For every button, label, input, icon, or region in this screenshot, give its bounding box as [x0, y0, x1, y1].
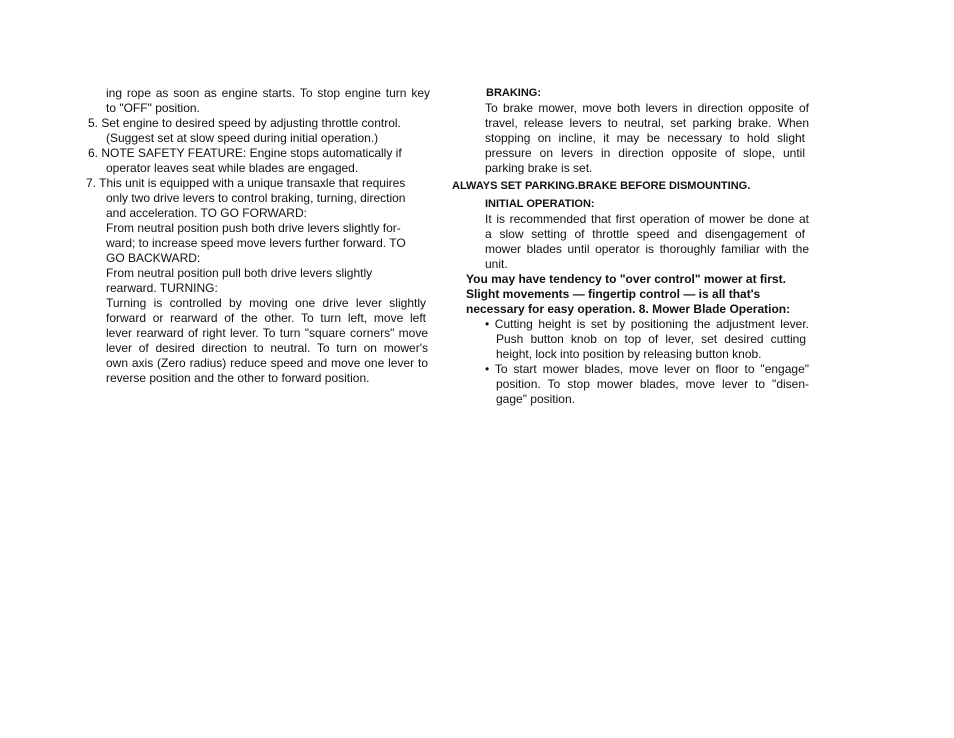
text-line: parking brake is set.: [485, 161, 593, 175]
text-line: pressure on levers in direction opposite of slope, until: [485, 146, 805, 160]
text-line: From neutral position push both drive levers slightly for-: [106, 221, 401, 235]
text-line: mower blades until operator is thoroughly familiar with the: [485, 242, 809, 256]
text-line: to "OFF" position.: [106, 101, 200, 115]
initial-operation-heading: INITIAL OPERATION:: [485, 198, 595, 210]
text-line: reverse position and the other to forward position.: [106, 371, 370, 385]
step-5: 5. Set engine to desired speed by adjusting throttle control.: [88, 116, 401, 130]
text-line: lever rearward of right lever. To turn "square corners" move: [106, 326, 428, 340]
text-line: (Suggest set at slow speed during initial operation.): [106, 131, 379, 145]
control-note: You may have tendency to "over control" mower at first.: [466, 272, 786, 286]
text-line: It is recommended that first operation of mower be done at: [485, 212, 809, 226]
step-7: 7. This unit is equipped with a unique transaxle that requires: [86, 176, 406, 190]
bullet-cutting-height: • Cutting height is set by positioning the adjustment lever.: [485, 317, 809, 331]
text-line: To brake mower, move both levers in direction opposite of: [485, 101, 809, 115]
braking-heading: BRAKING:: [486, 87, 541, 99]
text-line: forward or rearward of the other. To turn left, move left: [106, 311, 426, 325]
text-line: GO BACKWARD:: [106, 251, 201, 265]
text-line: operator leaves seat while blades are engaged.: [106, 161, 359, 175]
text-line: only two drive levers to control braking, turning, direction: [106, 191, 406, 205]
text-line: unit.: [485, 257, 508, 271]
step-6: 6. NOTE SAFETY FEATURE: Engine stops automatically if: [88, 146, 402, 160]
text-line: rearward. TURNING:: [106, 281, 218, 295]
text-line: lever of desired direction to neutral. To turn on mower's: [106, 341, 428, 355]
parking-brake-warning: ALWAYS SET PARKING.BRAKE BEFORE DISMOUNTING.: [452, 180, 751, 192]
text-line: own axis (Zero radius) reduce speed and move one lever to: [106, 356, 428, 370]
text-line: Push button knob on top of lever, set desired cutting: [496, 332, 806, 346]
text-line: a slow setting of throttle speed and disengagement of: [485, 227, 805, 241]
text-line: travel, release levers to neutral, set parking brake. When: [485, 116, 809, 130]
left-column: [86, 86, 430, 386]
text-line: stopping on incline, it may be necessary to hold slight: [485, 131, 805, 145]
text-line: height, lock into position by releasing button knob.: [496, 347, 762, 361]
text-line: ing rope as soon as engine starts. To stop engine turn key: [106, 86, 430, 100]
text-line: and acceleration. TO GO FORWARD:: [106, 206, 307, 220]
text-line: ward; to increase speed move levers further forward. TO: [106, 236, 406, 250]
bullet-start-blades: • To start mower blades, move lever on floor to "engage": [485, 362, 809, 376]
text-line: position. To stop mower blades, move lever to "disen-: [496, 377, 809, 391]
right-column: [452, 86, 814, 407]
text-line: gage" position.: [496, 392, 575, 406]
control-note: Slight movements — fingertip control — is all that's: [466, 287, 761, 301]
mower-blade-operation-heading: necessary for easy operation. 8. Mower Blade Operation:: [466, 302, 791, 316]
text-line: Turning is controlled by moving one drive lever slightly: [106, 296, 426, 310]
text-line: From neutral position pull both drive levers slightly: [106, 266, 373, 280]
